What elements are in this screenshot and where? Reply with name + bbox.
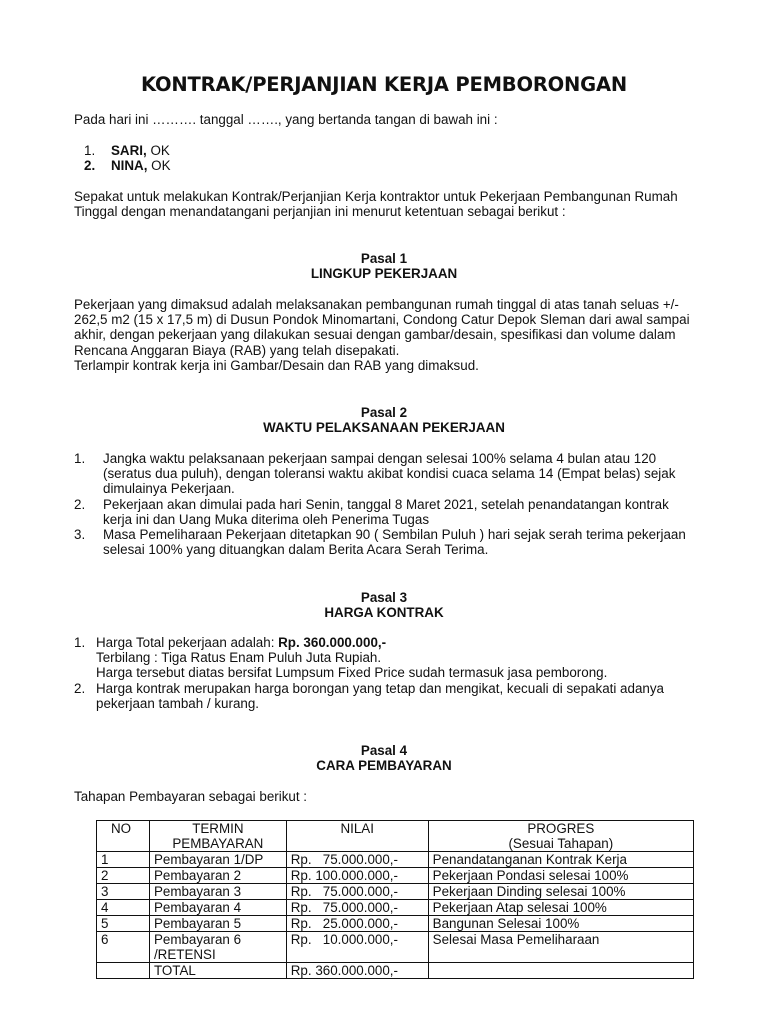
- party-number: 2.: [84, 158, 96, 174]
- list-item: [74, 451, 714, 497]
- cell-no: 1: [97, 852, 150, 868]
- pasal-2-list: [74, 451, 714, 557]
- header-no: NO: [97, 821, 150, 852]
- pasal-1-body: [74, 297, 714, 373]
- body-line: Terlampir kontrak kerja ini Gambar/Desain dan RAB yang dimaksud.: [74, 357, 479, 373]
- price-label: Harga Total pekerjaan adalah:: [96, 635, 279, 650]
- list-item: [74, 681, 714, 711]
- table-header-row: [97, 821, 694, 852]
- cell-nilai: Rp. 75.000.000,-: [286, 900, 428, 916]
- header-progres: [428, 821, 693, 852]
- cell-no: 3: [97, 884, 150, 900]
- party-item: [84, 158, 724, 173]
- list-line: (seratus dua puluh), dengan toleransi waktu akibat kondisi cuaca selama 14 (Empat belas) sejak: [103, 466, 676, 482]
- table-row: [97, 868, 694, 884]
- list-item: [74, 497, 714, 527]
- header-progres-line: (Sesuai Tahapan): [508, 836, 614, 851]
- list-line: Pekerjaan akan dimulai pada hari Senin, tanggal 8 Maret 2021, setelah penandatangan kontrak: [103, 496, 669, 512]
- list-line: selesai 100% yang dituangkan dalam Berita Acara Serah Terima.: [103, 542, 489, 558]
- intro-line: Pada hari ini ………. tanggal ……., yang bertanda tangan di bawah ini :: [74, 112, 498, 127]
- party-number: 1.: [84, 143, 96, 158]
- agreement-line: Sepakat untuk melakukan Kontrak/Perjanjian Kerja kontraktor untuk Pekerjaan Pembangunan Rumah: [74, 189, 678, 204]
- body-line: akhir, dengan pekerjaan yang dilakukan sesuai dengan gambar/desain, spesifikasi dan volume dalam: [74, 327, 676, 343]
- list-line: Jangka waktu pelaksanaan pekerjaan sampai dengan selesai 100% selama 4 bulan atau 120: [103, 451, 657, 466]
- cell-termin-line: Pembayaran 6: [153, 932, 242, 947]
- price-value: Rp. 360.000.000,-: [278, 635, 387, 650]
- pasal-1-subheading: LINGKUP PEKERJAAN: [310, 266, 458, 281]
- list-line: Harga kontrak merupakan harga borongan yang tetap dan mengikat, kecuali di sepakati adanya: [96, 680, 664, 696]
- body-line: Rencana Anggaran Biaya (RAB) yang telah disepakati.: [74, 342, 400, 358]
- table-row: [97, 900, 694, 916]
- cell-nilai: Rp. 75.000.000,-: [286, 884, 428, 900]
- pasal-1-heading: Pasal 1: [360, 251, 408, 266]
- list-number: 3.: [74, 527, 86, 543]
- agreement-line: Tinggal dengan menandatangani perjanjian ini menurut ketentuan sebagai berikut :: [74, 204, 566, 220]
- cell-termin: Pembayaran 4: [149, 900, 286, 916]
- list-item: [74, 635, 714, 681]
- table-row: [97, 932, 694, 963]
- list-line: kerja ini dan Uang Muka diterima oleh Penerima Tugas: [103, 511, 430, 527]
- total-value: Rp. 360.000.000,-: [286, 963, 428, 979]
- cell-nilai: Rp. 75.000.000,-: [286, 852, 428, 868]
- cell-no: 4: [97, 900, 150, 916]
- header-termin: [149, 821, 286, 852]
- cell-termin-line: /RETENSI: [153, 947, 216, 962]
- total-label: TOTAL: [149, 963, 286, 979]
- table-row: [97, 884, 694, 900]
- cell-termin: Pembayaran 3: [149, 884, 286, 900]
- list-number: 1.: [74, 635, 86, 650]
- header-nilai: NILAI: [286, 821, 428, 852]
- header-progres-line: PROGRES: [527, 821, 595, 836]
- agreement-paragraph: [74, 189, 714, 219]
- party-name: SARI,: [111, 143, 147, 158]
- table-total-row: [97, 963, 694, 979]
- cell-progres: Pekerjaan Atap selesai 100%: [428, 900, 693, 916]
- cell-termin: Pembayaran 2: [149, 868, 286, 884]
- cell-no: 2: [97, 868, 150, 884]
- cell-progres: Penandatanganan Kontrak Kerja: [428, 852, 693, 868]
- cell-nilai: Rp. 10.000.000,-: [286, 932, 428, 963]
- header-termin-line: PEMBAYARAN: [172, 836, 264, 851]
- list-line: Harga tersebut diatas bersifat Lumpsum Fixed Price sudah termasuk jasa pemborong.: [96, 665, 608, 681]
- cell-progres: Pekerjaan Dinding selesai 100%: [428, 884, 693, 900]
- cell-no: 6: [97, 932, 150, 963]
- pasal-4-subheading: CARA PEMBAYARAN: [316, 758, 452, 773]
- cell-termin: [149, 932, 286, 963]
- list-number: 1.: [74, 451, 86, 466]
- pasal-2-subheading: WAKTU PELAKSANAAN PEKERJAAN: [263, 420, 505, 435]
- payment-table: [96, 820, 694, 979]
- list-line: Masa Pemeliharaan Pekerjaan ditetapkan 90 ( Sembilan Puluh ) hari sejak serah terima pekerjaan: [103, 527, 686, 543]
- cell-no: 5: [97, 916, 150, 932]
- body-line: 262,5 m2 (15 x 17,5 m) di Dusun Pondok Minomartani, Condong Catur Depok Sleman dari awal sampai: [74, 312, 690, 328]
- list-number: 2.: [74, 680, 86, 696]
- list-line: dimulainya Pekerjaan.: [103, 481, 235, 497]
- cell-progres: [428, 963, 693, 979]
- party-suffix: OK: [146, 143, 170, 158]
- list-item: [74, 527, 714, 557]
- pasal-3-list: [74, 635, 714, 711]
- pasal-4-heading: Pasal 4: [360, 743, 408, 758]
- cell-nilai: Rp. 100.000.000,-: [286, 868, 428, 884]
- cell-progres: Bangunan Selesai 100%: [428, 916, 693, 932]
- pasal-4-intro: Tahapan Pembayaran sebagai berikut :: [74, 789, 308, 804]
- header-termin-line: TERMIN: [192, 821, 244, 836]
- party-name: NINA,: [111, 158, 148, 174]
- pasal-2-heading: Pasal 2: [360, 405, 408, 420]
- list-line: pekerjaan tambah / kurang.: [96, 695, 260, 711]
- cell-progres: Pekerjaan Pondasi selesai 100%: [428, 868, 693, 884]
- cell-nilai: Rp. 25.000.000,-: [286, 916, 428, 932]
- cell-no: [97, 963, 150, 979]
- cell-termin: Pembayaran 1/DP: [149, 852, 286, 868]
- cell-progres: Selesai Masa Pemeliharaan: [428, 932, 693, 963]
- cell-termin: Pembayaran 5: [149, 916, 286, 932]
- table-row: [97, 916, 694, 932]
- pasal-3-subheading: HARGA KONTRAK: [324, 605, 444, 620]
- list-line: Terbilang : Tiga Ratus Enam Puluh Juta Rupiah.: [96, 650, 382, 666]
- table-row: [97, 852, 694, 868]
- list-line: [96, 635, 714, 650]
- list-number: 2.: [74, 496, 86, 512]
- party-list: [84, 143, 724, 173]
- party-item: [84, 143, 724, 158]
- pasal-3-heading: Pasal 3: [360, 590, 408, 605]
- party-suffix: OK: [147, 158, 171, 174]
- body-line: Pekerjaan yang dimaksud adalah melaksanakan pembangunan rumah tinggal di atas tanah seluas +/-: [74, 297, 679, 312]
- document-title: KONTRAK/PERJANJIAN KERJA PEMBORONGAN: [141, 73, 627, 96]
